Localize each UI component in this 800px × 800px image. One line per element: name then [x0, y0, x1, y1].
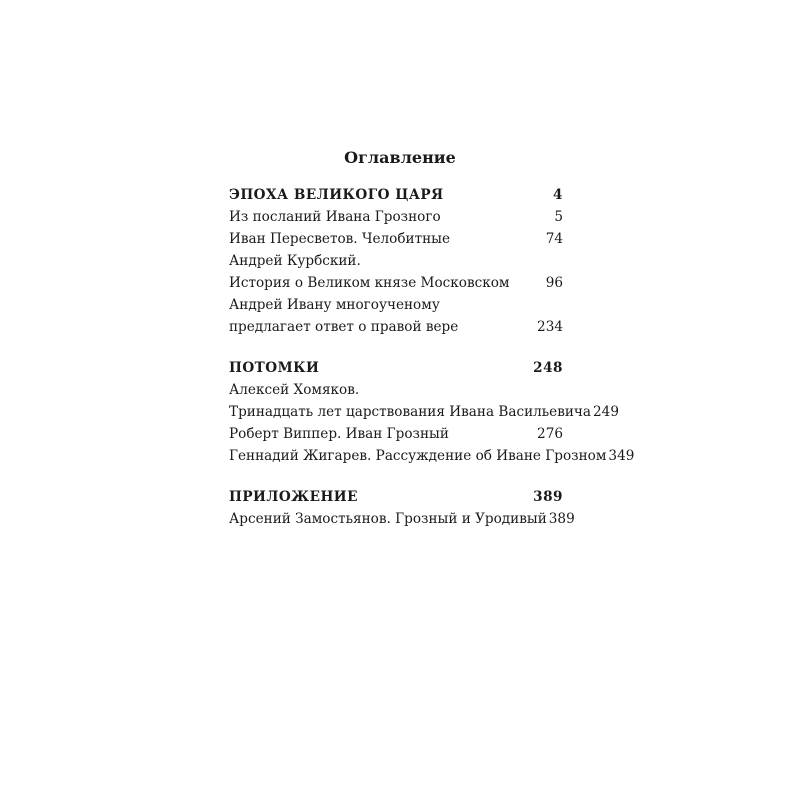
toc-entry-first-line[interactable]	[229, 250, 563, 272]
toc-entry-text: Арсений Замостьянов. Грозный и Уродивый	[229, 511, 547, 527]
toc-entry-text: Геннадий Жигарев. Рассуждение об Иване Грозном	[229, 448, 607, 464]
toc-entry-text: Из посланий Ивана Грозного	[229, 209, 441, 225]
toc-entry-row[interactable]	[229, 423, 563, 445]
toc-entry-row[interactable]	[229, 445, 635, 467]
toc-entry-page: 5	[554, 209, 563, 225]
toc-entry-first-line[interactable]	[229, 379, 563, 401]
toc-entry-text: Алексей Хомяков.	[229, 382, 360, 398]
toc-heading-page: 248	[533, 360, 563, 376]
toc-section-epoch	[229, 184, 563, 338]
toc-heading-page: 389	[533, 489, 563, 505]
table-of-contents	[229, 184, 635, 549]
toc-heading-row[interactable]	[229, 486, 563, 508]
toc-entry-row[interactable]	[229, 228, 563, 250]
toc-entry-page: 234	[537, 319, 563, 335]
toc-entry-row[interactable]	[229, 508, 575, 530]
toc-entry-page: 249	[593, 404, 619, 420]
toc-entry-page: 349	[608, 448, 635, 464]
toc-heading-row[interactable]	[229, 357, 563, 379]
toc-entry-page: 96	[545, 275, 563, 291]
toc-entry-row[interactable]	[229, 272, 563, 294]
toc-entry-text: предлагает ответ о правой вере	[229, 319, 459, 335]
toc-entry-row[interactable]	[229, 316, 563, 338]
toc-entry-text: Андрей Курбский.	[229, 253, 361, 269]
toc-heading-text: ПРИЛОЖЕНИЕ	[229, 489, 359, 505]
toc-entry-page: 74	[545, 231, 563, 247]
toc-section-descendants	[229, 357, 635, 467]
toc-section-appendix	[229, 486, 575, 530]
toc-entry-text: Роберт Виппер. Иван Грозный	[229, 426, 449, 442]
toc-entry-text: Андрей Ивану многоученому	[229, 297, 440, 313]
toc-heading-row[interactable]	[229, 184, 563, 206]
toc-entry-first-line[interactable]	[229, 294, 563, 316]
toc-entry-page: 389	[548, 511, 575, 527]
toc-entry-page: 276	[537, 426, 563, 442]
toc-entry-row[interactable]	[229, 206, 563, 228]
toc-entry-text: История о Великом князе Московском	[229, 275, 510, 291]
toc-heading-text: ПОТОМКИ	[229, 360, 320, 376]
toc-heading-page: 4	[553, 187, 563, 203]
toc-entry-text: Иван Пересветов. Челобитные	[229, 231, 451, 247]
toc-title: Оглавление	[344, 148, 456, 167]
toc-entry-text: Тринадцать лет царствования Ивана Васильевича	[229, 404, 592, 420]
toc-entry-row[interactable]	[229, 401, 619, 423]
toc-heading-text: ЭПОХА ВЕЛИКОГО ЦАРЯ	[229, 187, 444, 203]
